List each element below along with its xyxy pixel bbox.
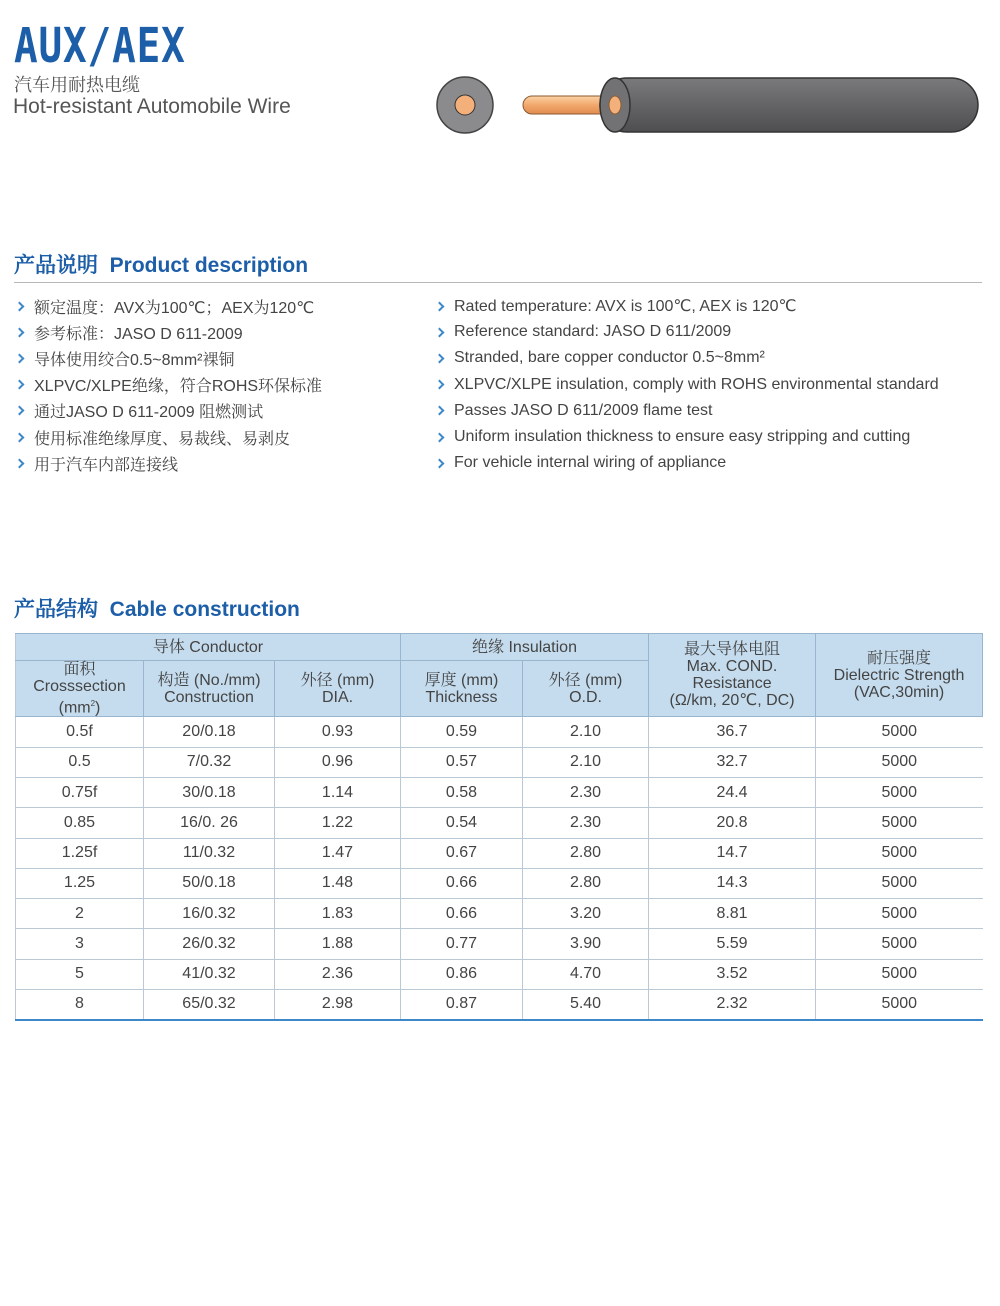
chevron-right-icon [15, 406, 25, 416]
cell-area: 1.25 [16, 868, 144, 898]
cell-dia: 0.93 [275, 717, 401, 747]
cell-thickness: 0.66 [401, 868, 523, 898]
list-item [434, 424, 939, 450]
cell-resistance: 14.3 [649, 868, 816, 898]
cell-resistance: 32.7 [649, 747, 816, 777]
list-item [434, 398, 939, 424]
chevron-right-icon [435, 354, 445, 364]
chevron-right-icon [15, 432, 25, 442]
list-item-text: XLPVC/XLPE绝缘，符合ROHS环保标准 [34, 378, 323, 396]
list-item-text: 使用标准绝缘厚度、易裁线、易剥皮 [34, 430, 291, 448]
cell-resistance: 5.59 [649, 929, 816, 959]
list-item [434, 319, 939, 345]
cell-dielectric: 5000 [816, 899, 983, 929]
cell-od: 2.80 [523, 838, 649, 868]
cell-area: 8 [16, 990, 144, 1020]
cell-resistance: 24.4 [649, 777, 816, 807]
cell-thickness: 0.66 [401, 899, 523, 929]
cell-dia: 1.83 [275, 899, 401, 929]
header-line: 厚度 (mm) [424, 671, 499, 689]
cell-resistance: 8.81 [649, 899, 816, 929]
list-item-text: Passes JASO D 611/2009 flame test [454, 401, 713, 419]
cell-od: 2.10 [523, 747, 649, 777]
list-item-text: 额定温度：AVX为100℃；AEX为120℃ [34, 299, 315, 317]
list-item [14, 345, 322, 371]
description-divider [14, 282, 982, 283]
cell-dielectric: 5000 [816, 959, 983, 989]
cell-construction: 16/0.32 [144, 899, 275, 929]
cell-dia: 2.98 [275, 990, 401, 1020]
chevron-right-icon [435, 432, 445, 442]
cell-thickness: 0.58 [401, 777, 523, 807]
cell-construction: 30/0.18 [144, 777, 275, 807]
cell-area: 5 [16, 959, 144, 989]
cell-resistance: 2.32 [649, 990, 816, 1020]
header-line: 构造 (No./mm) [157, 671, 261, 689]
cell-dielectric: 5000 [816, 929, 983, 959]
cell-area: 2 [16, 899, 144, 929]
chevron-right-icon [435, 380, 445, 390]
cell-resistance: 36.7 [649, 717, 816, 747]
header-line: O.D. [569, 688, 602, 706]
table-row [16, 838, 983, 868]
table-row [16, 899, 983, 929]
wire-side-view-icon [523, 78, 978, 132]
cell-construction: 7/0.32 [144, 747, 275, 777]
column-header-od [523, 661, 649, 717]
list-item [14, 319, 322, 345]
description-list-en [434, 293, 939, 476]
list-item-text: For vehicle internal wiring of appliance [454, 454, 727, 472]
cell-dielectric: 5000 [816, 868, 983, 898]
cell-construction: 50/0.18 [144, 868, 275, 898]
header-line: Construction [164, 688, 254, 706]
list-item-text: XLPVC/XLPE insulation, comply with ROHS environmental standard [454, 375, 939, 393]
header-unit-exponent: 2 [90, 699, 96, 708]
cell-thickness: 0.87 [401, 990, 523, 1020]
chevron-right-icon [15, 458, 25, 468]
header-line: 外径 (mm) [548, 671, 623, 689]
construction-heading [14, 597, 300, 623]
description-heading [14, 253, 308, 279]
cell-dia: 1.14 [275, 777, 401, 807]
chevron-right-icon [435, 301, 445, 311]
construction-heading-cn: 产品结构 [14, 598, 98, 621]
header-line: 面积 [63, 661, 96, 678]
cell-area: 3 [16, 929, 144, 959]
column-header-dielectric [816, 634, 983, 717]
table-row [16, 808, 983, 838]
list-item [14, 293, 322, 319]
list-item [434, 293, 939, 319]
table-row [16, 717, 983, 747]
cell-dia: 1.47 [275, 838, 401, 868]
construction-table [15, 633, 983, 1021]
chevron-right-icon [15, 380, 25, 390]
table-row [16, 747, 983, 777]
header-unit-close: ) [95, 699, 101, 717]
cell-dia: 1.48 [275, 868, 401, 898]
cell-od: 4.70 [523, 959, 649, 989]
cell-dia: 2.36 [275, 959, 401, 989]
chevron-right-icon [435, 327, 445, 337]
cell-dia: 0.96 [275, 747, 401, 777]
list-item [434, 345, 939, 371]
title-en: Hot-resistant Automobile Wire [13, 95, 291, 118]
header-line [16, 695, 143, 716]
group-header-insulation: 绝缘 Insulation [401, 634, 649, 661]
cell-resistance: 3.52 [649, 959, 816, 989]
header-line: 外径 (mm) [300, 671, 375, 689]
cell-area: 0.5f [16, 717, 144, 747]
wire-illustration [430, 70, 985, 140]
list-item-text: Rated temperature: AVX is 100℃, AEX is 120℃ [454, 298, 797, 316]
cell-od: 2.80 [523, 868, 649, 898]
list-item [434, 372, 939, 398]
cell-dielectric: 5000 [816, 838, 983, 868]
header-line: (VAC,30min) [853, 683, 945, 701]
list-item [434, 450, 939, 476]
cell-construction: 20/0.18 [144, 717, 275, 747]
table-row [16, 990, 983, 1020]
column-header-area [16, 661, 144, 717]
description-list-cn [14, 293, 322, 476]
cell-resistance: 20.8 [649, 808, 816, 838]
list-item [14, 450, 322, 476]
description-heading-cn: 产品说明 [14, 254, 98, 277]
wire-cross-section-icon [437, 77, 493, 133]
table-row [16, 777, 983, 807]
cell-dielectric: 5000 [816, 777, 983, 807]
title-cn: 汽车用耐热电缆 [14, 75, 140, 95]
header-line: Max. COND. [686, 658, 778, 676]
cell-od: 2.30 [523, 777, 649, 807]
cell-area: 1.25f [16, 838, 144, 868]
cell-area: 0.85 [16, 808, 144, 838]
list-item-text: Uniform insulation thickness to ensure easy stripping and cutting [454, 428, 911, 446]
cell-thickness: 0.67 [401, 838, 523, 868]
column-header-resistance [649, 634, 816, 717]
cell-construction: 65/0.32 [144, 990, 275, 1020]
list-item-text: Reference standard: JASO D 611/2009 [454, 323, 732, 341]
list-item [14, 372, 322, 398]
cell-construction: 41/0.32 [144, 959, 275, 989]
cell-dia: 1.22 [275, 808, 401, 838]
cell-area: 0.75f [16, 777, 144, 807]
header-line: Thickness [425, 688, 498, 706]
cell-dielectric: 5000 [816, 990, 983, 1020]
list-item [14, 398, 322, 424]
list-item-text: 通过JASO D 611-2009 阻燃测试 [34, 404, 264, 422]
cell-construction: 26/0.32 [144, 929, 275, 959]
cell-dielectric: 5000 [816, 717, 983, 747]
cell-area: 0.5 [16, 747, 144, 777]
header-line: Resistance [692, 675, 772, 693]
cell-thickness: 0.59 [401, 717, 523, 747]
header-line: 最大导体电阻 [684, 641, 781, 659]
cell-od: 3.20 [523, 899, 649, 929]
header-line: (Ω/km, 20℃, DC) [669, 692, 795, 710]
list-item-text: Stranded, bare copper conductor 0.5~8mm² [454, 349, 765, 367]
cell-od: 3.90 [523, 929, 649, 959]
cell-construction: 11/0.32 [144, 838, 275, 868]
list-item-text: 用于汽车内部连接线 [34, 456, 179, 474]
list-item [14, 424, 322, 450]
list-item-text: 参考标准：JASO D 611-2009 [34, 325, 243, 343]
chevron-right-icon [435, 406, 445, 416]
cell-thickness: 0.86 [401, 959, 523, 989]
header-line: Dielectric Strength [833, 666, 965, 684]
cell-dielectric: 5000 [816, 808, 983, 838]
table-row [16, 929, 983, 959]
cell-od: 2.10 [523, 717, 649, 747]
chevron-right-icon [435, 458, 445, 468]
header-line: 耐压强度 [867, 649, 932, 667]
description-heading-en: Product description [109, 254, 309, 277]
construction-heading-en: Cable construction [109, 598, 300, 621]
group-header-conductor: 导体 Conductor [16, 634, 401, 661]
column-header-dia [275, 661, 401, 717]
cell-od: 5.40 [523, 990, 649, 1020]
cell-resistance: 14.7 [649, 838, 816, 868]
cell-construction: 16/0. 26 [144, 808, 275, 838]
column-header-construction [144, 661, 275, 717]
cell-dielectric: 5000 [816, 747, 983, 777]
cell-thickness: 0.57 [401, 747, 523, 777]
table-row [16, 959, 983, 989]
chevron-right-icon [15, 354, 25, 364]
header-unit: (mm [58, 699, 91, 717]
column-header-thickness [401, 661, 523, 717]
cell-thickness: 0.77 [401, 929, 523, 959]
cell-thickness: 0.54 [401, 808, 523, 838]
brand-logo: AUX/AEX [14, 18, 186, 74]
cell-od: 2.30 [523, 808, 649, 838]
chevron-right-icon [15, 327, 25, 337]
table-row [16, 868, 983, 898]
cell-dia: 1.88 [275, 929, 401, 959]
list-item-text: 导体使用绞合0.5~8mm²裸铜 [34, 351, 235, 369]
chevron-right-icon [15, 301, 25, 311]
header-line: DIA. [321, 688, 354, 706]
header-line: Crosssection [33, 678, 126, 695]
